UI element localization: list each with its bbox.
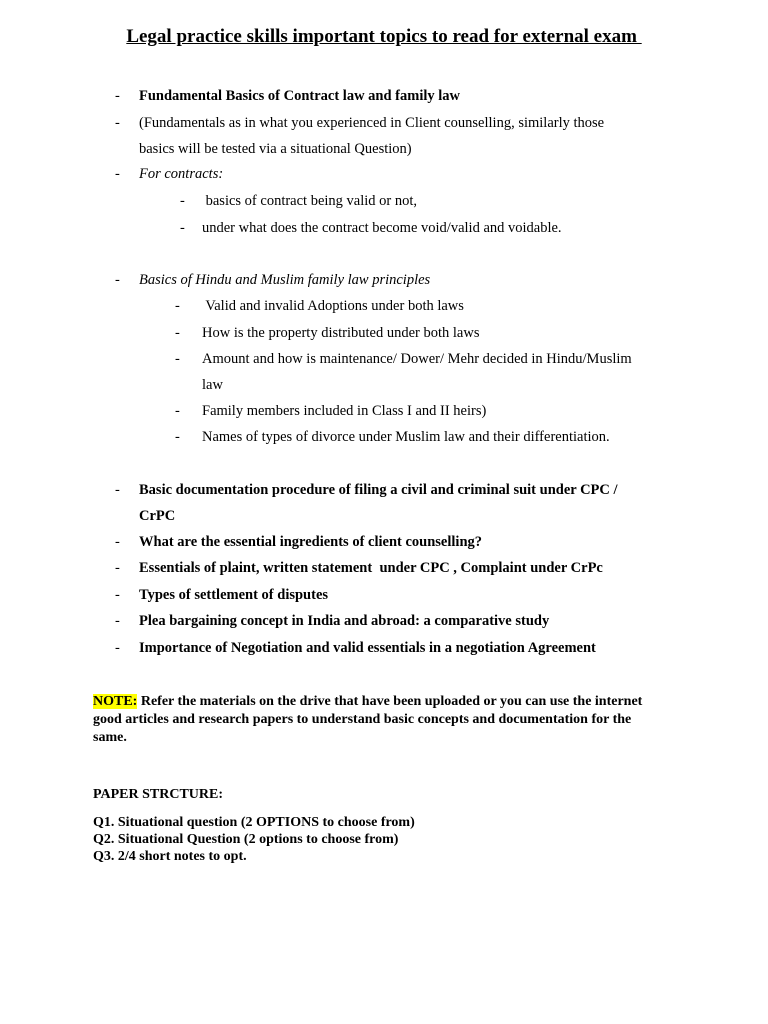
structure-q1: Q1. Situational question (2 OPTIONS to choose from): [93, 815, 415, 830]
bullet-dash: -: [115, 640, 120, 656]
bullet-dash: -: [115, 534, 120, 550]
structure-q3: Q3. 2/4 short notes to opt.: [93, 849, 247, 864]
page-title: Legal practice skills important topics to read for external exam: [126, 26, 642, 47]
structure-q2: Q2. Situational Question (2 options to choose from): [93, 832, 399, 847]
bullet-dash: -: [175, 403, 180, 419]
sub-list-item-text: Names of types of divorce under Muslim law and their differentiation.: [202, 429, 610, 445]
bullet-dash: -: [115, 613, 120, 629]
sub-list-item-text: under what does the contract become void/valid and voidable.: [202, 220, 562, 236]
list-item-text: Essentials of plaint, written statement under CPC , Complaint under CrPc: [139, 560, 603, 576]
bullet-dash: -: [115, 272, 120, 288]
list-item-text: For contracts:: [139, 166, 224, 182]
list-item-text: What are the essential ingredients of client counselling?: [139, 534, 483, 550]
list-item-text: (Fundamentals as in what you experienced in Client counselling, similarly those: [139, 115, 605, 131]
note-paragraph: [93, 693, 668, 747]
bullet-dash: -: [180, 220, 185, 236]
sub-list-item-text: Valid and invalid Adoptions under both laws: [202, 298, 464, 314]
bullet-dash: -: [175, 351, 180, 367]
list-item-text: Types of settlement of disputes: [139, 587, 329, 603]
list-item-text: Importance of Negotiation and valid essentials in a negotiation Agreement: [139, 640, 596, 656]
list-item-text: Plea bargaining concept in India and abroad: a comparative study: [139, 613, 550, 629]
list-item-text: Fundamental Basics of Contract law and family law: [139, 88, 461, 104]
sub-list-item-text: How is the property distributed under both laws: [202, 325, 480, 341]
sub-list-item-text: Amount and how is maintenance/ Dower/ Mehr decided in Hindu/Muslim: [202, 351, 632, 367]
sub-list-item-text: law: [202, 377, 223, 393]
note-label: NOTE:: [93, 694, 138, 709]
bullet-dash: -: [175, 325, 180, 341]
list-item-text: CrPC: [139, 508, 176, 524]
note-text: Refer the materials on the drive that have been uploaded or you can use the internet good articles and research papers to understand basic concepts and documentation for the same.: [93, 694, 643, 745]
bullet-dash: -: [115, 88, 120, 104]
bullet-dash: -: [115, 115, 120, 131]
sub-list-item-text: basics of contract being valid or not,: [202, 193, 418, 209]
bullet-dash: -: [180, 193, 185, 209]
sub-list-item-text: Family members included in Class I and II heirs): [202, 403, 487, 419]
structure-heading: PAPER STRCTURE:: [93, 787, 224, 802]
bullet-dash: -: [175, 298, 180, 314]
bullet-dash: -: [115, 482, 120, 498]
bullet-dash: -: [115, 166, 120, 182]
bullet-dash: -: [115, 587, 120, 603]
bullet-dash: -: [175, 429, 180, 445]
list-item-text: Basics of Hindu and Muslim family law principles: [139, 272, 431, 288]
list-item-text: Basic documentation procedure of filing a civil and criminal suit under CPC /: [139, 482, 618, 498]
list-item-text: basics will be tested via a situational Question): [139, 141, 412, 157]
bullet-dash: -: [115, 560, 120, 576]
